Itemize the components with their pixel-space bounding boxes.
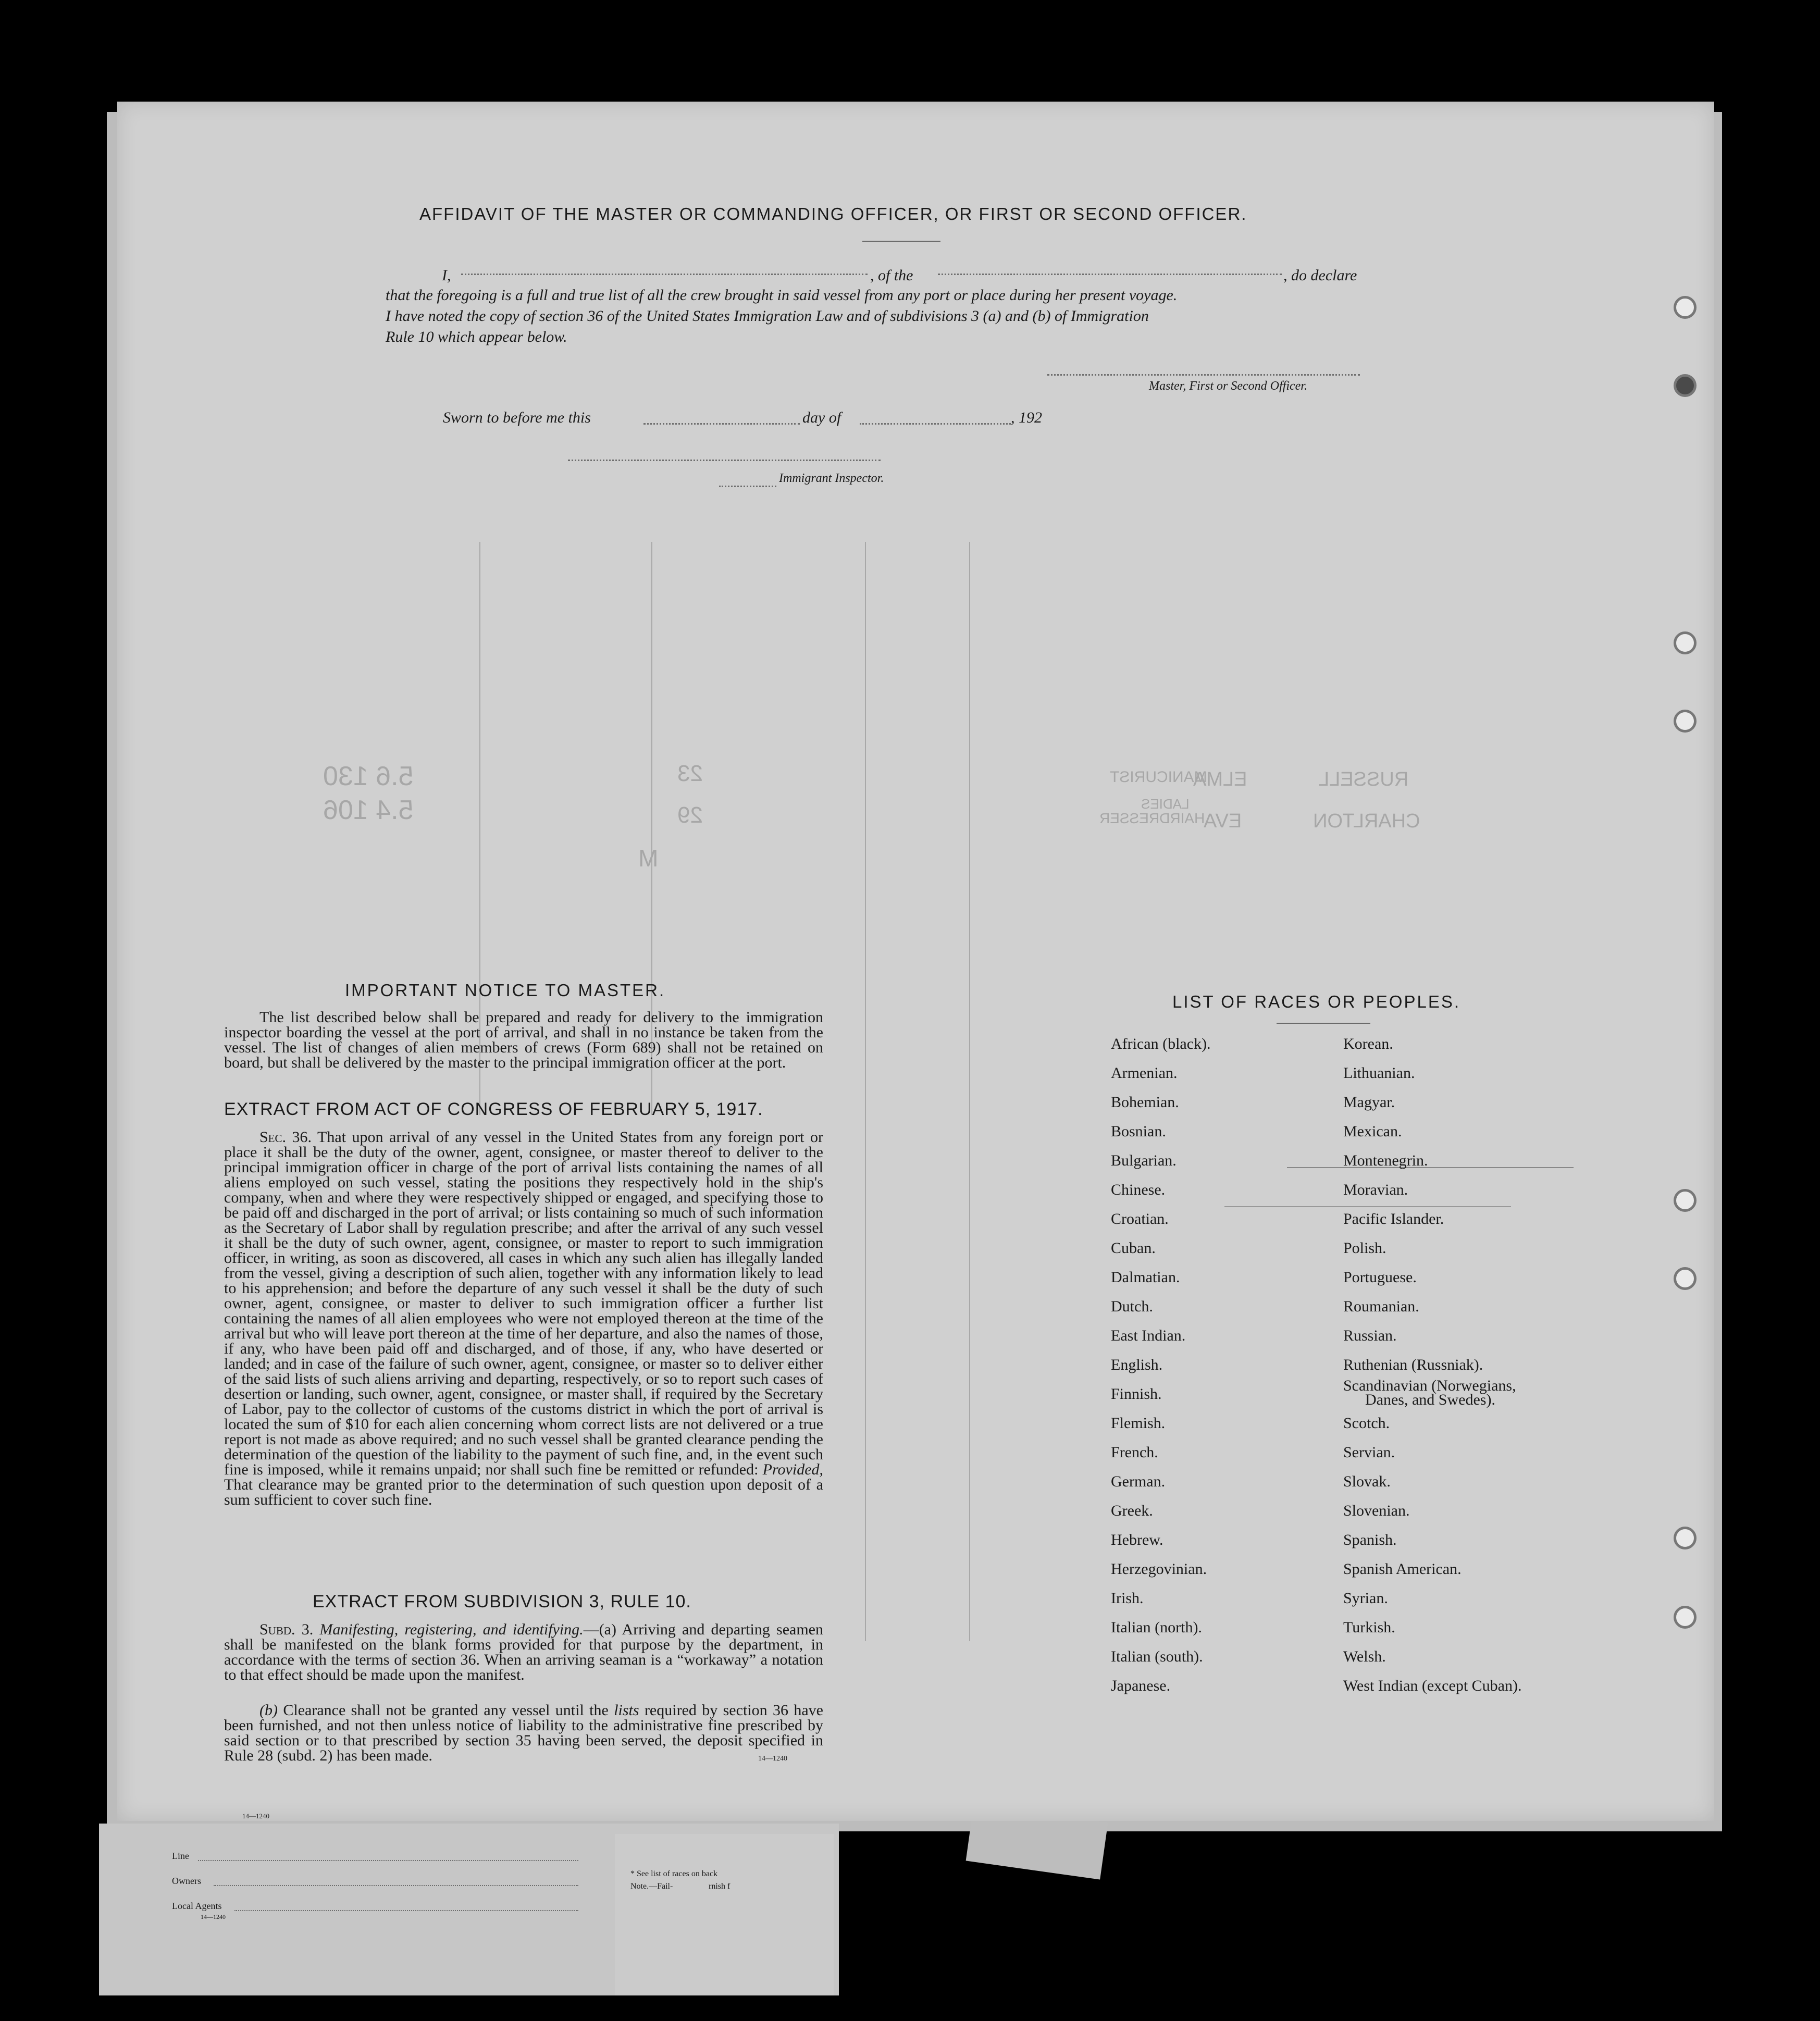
sworn-label: Sworn to before me this — [443, 409, 591, 426]
para-b-text-2: required by section 36 have been furnished, and not then unless notice of liability to the administrative fine prescribed by said section or to that prescribed by section 35 having been served, the deposit specified in Rule 28 (subd. 2) has been made. — [224, 1702, 823, 1764]
bleed-through-sex: M — [638, 845, 659, 872]
race-right-item: Korean. — [1343, 1035, 1393, 1052]
para-a-text: —(a) Arriving and departing seamen shall be manifested on the blank forms provided for that purpose by the department, in accordance with the terms of section 36. When an arriving seaman is a “workaway” a notation to that effect should be made upon the manifest. — [224, 1621, 823, 1683]
inspector-signature-line — [568, 460, 881, 461]
month-blank — [860, 423, 1011, 425]
punch-hole-icon — [1674, 1527, 1697, 1549]
bleed-through-occupation: HAIRDRESSER — [1099, 810, 1205, 826]
year-label: , 192 — [1011, 409, 1042, 426]
inspector-leader-dots — [719, 486, 776, 487]
subd-title: Manifesting, registering, and identifying. — [319, 1621, 584, 1638]
race-right-item: Pacific Islander. — [1343, 1210, 1444, 1228]
punch-hole-icon — [1674, 631, 1697, 654]
strip-note-3: rnish f — [709, 1882, 731, 1891]
rule-extract-title: EXTRACT FROM SUBDIVISION 3, RULE 10. — [313, 1592, 691, 1611]
punch-hole-icon — [1674, 374, 1697, 397]
affidavit-title: AFFIDAVIT OF THE MASTER OR COMMANDING OFFICER, OR FIRST OR SECOND OFFICER. — [419, 204, 1247, 224]
race-left-item: Herzegovinian. — [1111, 1560, 1207, 1578]
race-right-item: Polish. — [1343, 1239, 1386, 1257]
column-divider — [865, 542, 866, 1641]
notice-text: The list described below shall be prepared and ready for delivery to the immigration inspector boarding the vessel at the port of arrival, and shall in no instance be taken from the vessel. The list of changes of alien members of crews (Form 689) shall not be retained on board, but shall be delivered by the master to the principal immigration officer at the port. — [224, 1009, 823, 1071]
affidavit-line-3: I have noted the copy of section 36 of the United States Immigration Law and of subdivisions 3 (a) and (b) of Immigration — [386, 307, 1149, 325]
day-of-label: day of — [802, 409, 841, 426]
name-blank — [461, 274, 868, 275]
race-left-item: Bohemian. — [1111, 1094, 1179, 1111]
bleed-through-first-name: ELMA — [1193, 768, 1247, 790]
race-left-item: East Indian. — [1111, 1327, 1186, 1344]
bleed-through-age: 29 — [677, 802, 703, 828]
race-left-item: Finnish. — [1111, 1385, 1162, 1403]
strip-line-label: Line — [172, 1851, 189, 1861]
race-right-item: Slovak. — [1343, 1473, 1391, 1490]
race-left-item: Dutch. — [1111, 1298, 1153, 1315]
race-right-item: Montenegrin. — [1343, 1152, 1428, 1169]
race-right-item: Mexican. — [1343, 1123, 1402, 1140]
race-right-item: Lithuanian. — [1343, 1064, 1415, 1082]
race-left-item: Croatian. — [1111, 1210, 1169, 1228]
strip-form-number: 14—1240 — [242, 1812, 269, 1820]
bleed-through-occupation: MANICURIST — [1110, 768, 1207, 786]
race-right-item: Turkish. — [1343, 1619, 1395, 1636]
bleed-through-occupation: LADIES — [1141, 796, 1190, 812]
title-divider — [862, 241, 940, 242]
inspector-label: Immigrant Inspector. — [779, 472, 884, 485]
race-right-item: Spanish American. — [1343, 1560, 1462, 1578]
punch-hole-icon — [1674, 1189, 1697, 1212]
rule-para-b — [224, 1703, 823, 1763]
race-right-item: Scandinavian (Norwegians, — [1343, 1377, 1516, 1394]
rule-para-a — [224, 1622, 823, 1682]
races-title: LIST OF RACES OR PEOPLES. — [1172, 992, 1461, 1011]
race-right-item-continuation: Danes, and Swedes). — [1365, 1391, 1495, 1408]
race-left-item: Hebrew. — [1111, 1531, 1163, 1548]
vessel-blank — [938, 274, 1282, 275]
affidavit-line-2: that the foregoing is a full and true list of all the crew brought in said vessel from any port or place during her present voyage. — [386, 287, 1178, 304]
race-right-item: Syrian. — [1343, 1590, 1388, 1607]
race-right-item: Moravian. — [1343, 1181, 1408, 1198]
para-b-label: (b) — [259, 1702, 278, 1719]
race-left-item: Irish. — [1111, 1590, 1144, 1607]
act-extract-text — [224, 1130, 823, 1507]
race-right-item: Slovenian. — [1343, 1502, 1410, 1519]
bleed-through-first-name: EVA — [1204, 810, 1242, 832]
race-left-item: Italian (south). — [1111, 1648, 1203, 1665]
strip-agents-label: Local Agents — [172, 1901, 222, 1911]
strip-owners-blank — [214, 1885, 578, 1886]
punch-hole-icon — [1674, 296, 1697, 319]
sec-text-end: That clearance may be granted prior to the determination of such question upon deposit of a sum sufficient to cover such fine. — [224, 1476, 823, 1508]
punch-hole-icon — [1674, 1267, 1697, 1290]
bleed-through-height-weight: 5.6 130 — [323, 761, 414, 791]
master-signature-line — [1047, 374, 1360, 376]
para-b-lists: lists — [614, 1702, 639, 1719]
sec-label: Sec. 36. — [259, 1129, 312, 1146]
race-right-item: Roumanian. — [1343, 1298, 1419, 1315]
race-left-item: Japanese. — [1111, 1677, 1171, 1694]
notice-title: IMPORTANT NOTICE TO MASTER. — [345, 981, 666, 1000]
punch-hole-icon — [1674, 710, 1697, 733]
strip-agents-blank — [234, 1910, 578, 1911]
race-left-item: African (black). — [1111, 1035, 1211, 1052]
subd-label: Subd. 3. — [259, 1621, 314, 1638]
race-right-item: Spanish. — [1343, 1531, 1397, 1548]
strip-owners-label: Owners — [172, 1876, 201, 1886]
race-left-item: Cuban. — [1111, 1239, 1156, 1257]
affidavit-of-the: , of the — [870, 267, 913, 284]
race-right-item: Magyar. — [1343, 1094, 1395, 1111]
form-number: 14—1240 — [758, 1755, 787, 1763]
race-right-item: West Indian (except Cuban). — [1343, 1677, 1522, 1694]
punch-hole-icon — [1674, 1606, 1697, 1629]
affidavit-line-4: Rule 10 which appear below. — [386, 328, 567, 345]
sec-text: That upon arrival of any vessel in the United States from any foreign port or place it shall be the duty of the owner, agent, consignee, or master thereof to deliver to the principal immigration officer in charge of the port of arrival lists containing the names of all aliens employed on such vessel, stating the positions they respectively hold in the ship's company, when and where they were respectively shipped or engaged, and specifying those to be paid off and discharged in the port of arrival; or lists containing so much of such information as the Secretary of Labor shall by regulation prescribe; and after the arrival of any such vessel it shall be the duty of such owner, agent, consignee, or master to report to such immigration officer, in writing, as soon as discovered, all cases in which any such alien has illegally landed from the vessel, giving a description of such alien, together with any information likely to lead to his apprehension; and before the departure of any such vessel it shall be the duty of such owner, agent, consignee, or master to deliver to such immigration officer a further list containing the names of all alien employees who were not employed thereon at the time of the arrival but who will leave port thereon at the time of her departure, and also the names of those, if any, who have been paid off and discharged, and of those, if any, who have deserted or landed; and in case of the failure of such owner, agent, consignee, or master so to deliver either of the said lists of such aliens arriving and departing, respectively, or so to report such cases of desertion or landing, such owner, agent, consignee, or master shall, if required by the Secretary of Labor, pay to the collector of customs of the customs district in which the port of arrival is located the sum of $10 for each alien concerning whom correct lists are not delivered or a true report is not made as above required; and no such vessel shall be granted clearance pending the determination of the question of the liability to the payment of such fine, and, in the event such fine is imposed, while it remains unpaid; nor shall such fine be remitted or refunded: — [224, 1129, 823, 1478]
race-left-item: Bulgarian. — [1111, 1152, 1177, 1169]
race-left-item: German. — [1111, 1473, 1166, 1490]
bleed-through-age: 23 — [677, 761, 703, 786]
act-extract-title: EXTRACT FROM ACT OF CONGRESS OF FEBRUARY 5, 1917. — [224, 1099, 763, 1119]
strip-note-2: Note.—Fail- — [630, 1882, 673, 1891]
sworn-date-blank — [643, 423, 800, 425]
affidavit-i-label: I, — [442, 267, 451, 284]
races-faint-rule — [1287, 1167, 1574, 1168]
bleed-through-height-weight: 5.4 106 — [323, 795, 414, 825]
provided-word: Provided, — [762, 1461, 824, 1478]
strip-line-blank — [198, 1860, 578, 1861]
race-left-item: Italian (north). — [1111, 1619, 1202, 1636]
race-left-item: Greek. — [1111, 1502, 1153, 1519]
master-signature-label: Master, First or Second Officer. — [1149, 379, 1307, 393]
affidavit-do-declare: , do declare — [1283, 267, 1357, 284]
document-sheet — [117, 102, 1714, 1821]
races-title-divider — [1277, 1023, 1370, 1024]
bleed-through-surname: RUSSELL — [1318, 768, 1409, 790]
strip-note-1: * See list of races on back — [630, 1869, 718, 1878]
race-left-item: Dalmatian. — [1111, 1269, 1180, 1286]
race-right-item: Portuguese. — [1343, 1269, 1417, 1286]
column-divider — [969, 542, 970, 1641]
race-right-item: Russian. — [1343, 1327, 1397, 1344]
strip-agents-form: 14—1240 — [201, 1913, 226, 1920]
race-left-item: Chinese. — [1111, 1181, 1166, 1198]
race-left-item: Bosnian. — [1111, 1123, 1166, 1140]
races-faint-rule — [1224, 1206, 1511, 1207]
race-left-item: Flemish. — [1111, 1415, 1166, 1432]
race-left-item: Armenian. — [1111, 1064, 1178, 1082]
para-b-text-1: Clearance shall not be granted any vessel until the — [283, 1702, 609, 1719]
race-left-item: French. — [1111, 1444, 1158, 1461]
race-right-item: Ruthenian (Russniak). — [1343, 1356, 1483, 1373]
race-right-item: Servian. — [1343, 1444, 1395, 1461]
race-right-item: Scotch. — [1343, 1415, 1390, 1432]
race-left-item: English. — [1111, 1356, 1163, 1373]
bottom-form-strip-right — [615, 1834, 834, 1995]
bleed-through-surname: CHARLTON — [1313, 810, 1420, 832]
race-right-item: Welsh. — [1343, 1648, 1386, 1665]
